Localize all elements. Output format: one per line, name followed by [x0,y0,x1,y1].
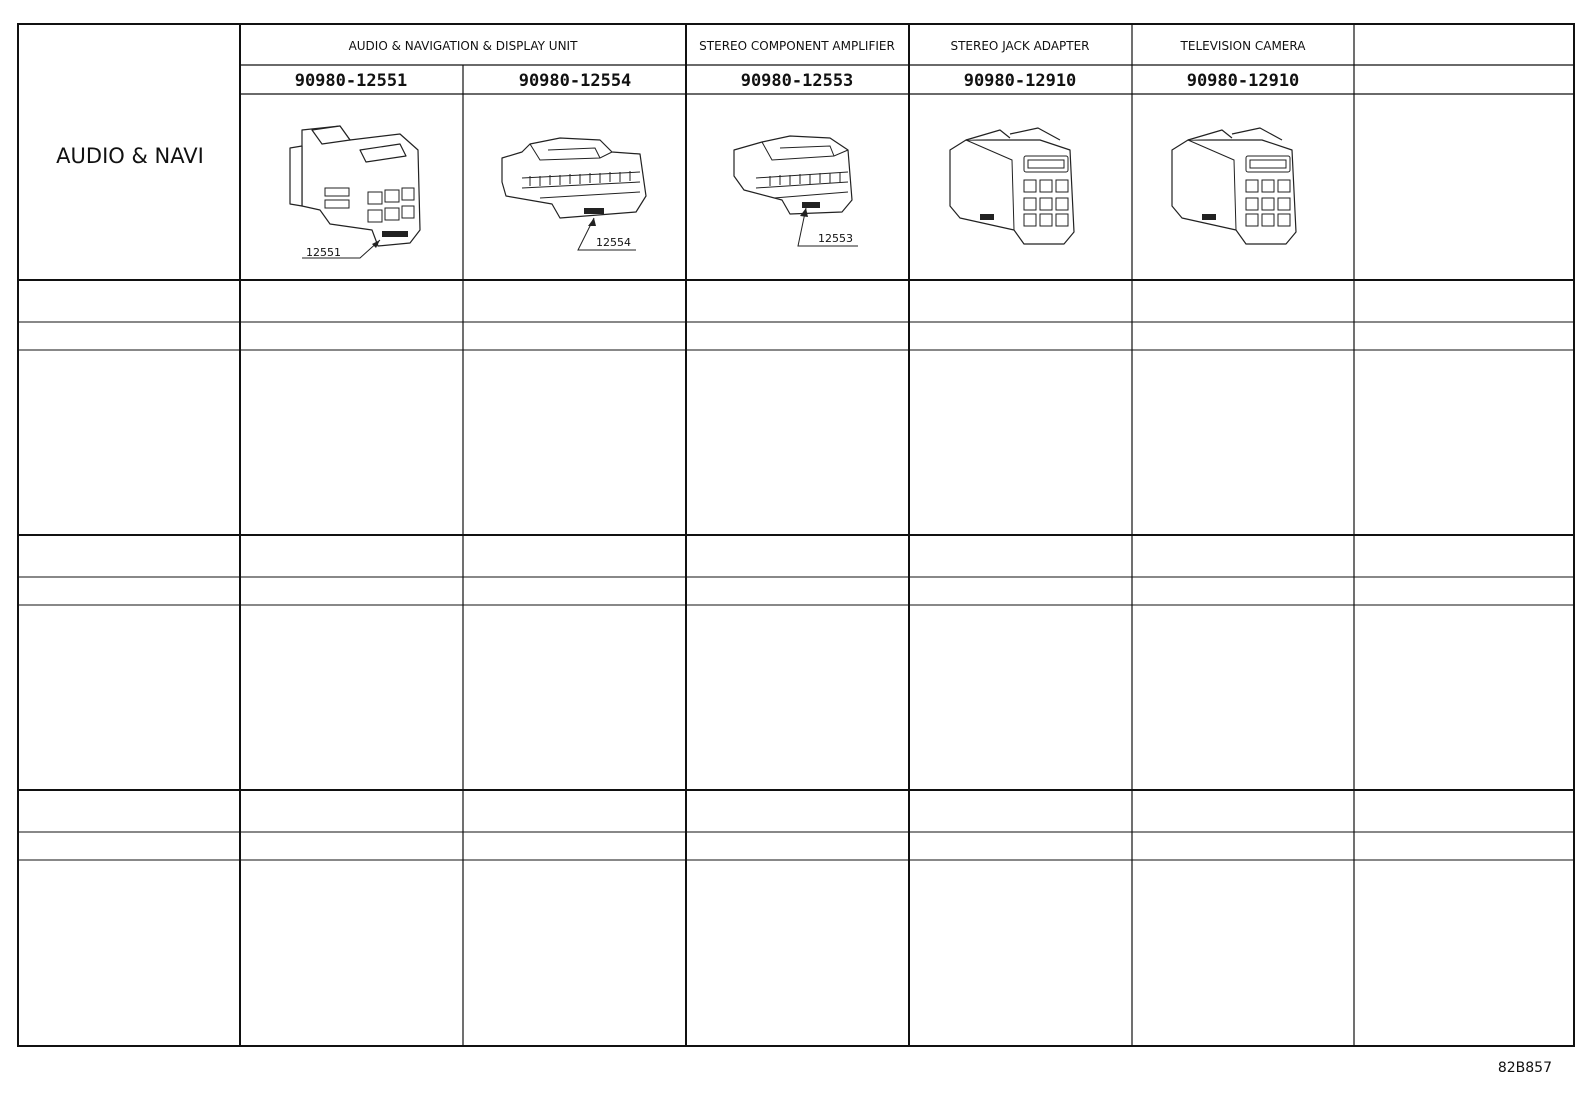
group-label-audio-nav-display: AUDIO & NAVIGATION & DISPLAY UNIT [348,39,578,53]
figure-code: 82B857 [1497,1060,1552,1076]
connector-12551-icon [290,126,420,259]
row-lines [18,280,1574,860]
header-lines [240,65,1574,94]
connector-12910-icon [1172,128,1296,244]
connector-12553-icon [734,136,858,246]
part-number: 90980-12551 [294,71,408,91]
connector-12910-icon [950,128,1074,244]
part-number: 90980-12910 [963,71,1077,91]
connector-12554-icon [502,138,646,250]
part-number: 90980-12554 [518,71,632,91]
group-label-stereo-jack-adapter: STEREO JACK ADAPTER [950,39,1090,53]
group-label-television-camera: TELEVISION CAMERA [1180,39,1306,53]
callout-label: 12554 [596,236,631,249]
side-title: AUDIO & NAVI [56,144,204,168]
group-label-stereo-amplifier: STEREO COMPONENT AMPLIFIER [699,39,895,53]
callout-label: 12551 [306,246,341,259]
callout-label: 12553 [818,232,853,245]
part-number: 90980-12553 [740,71,854,91]
part-number: 90980-12910 [1186,71,1300,91]
